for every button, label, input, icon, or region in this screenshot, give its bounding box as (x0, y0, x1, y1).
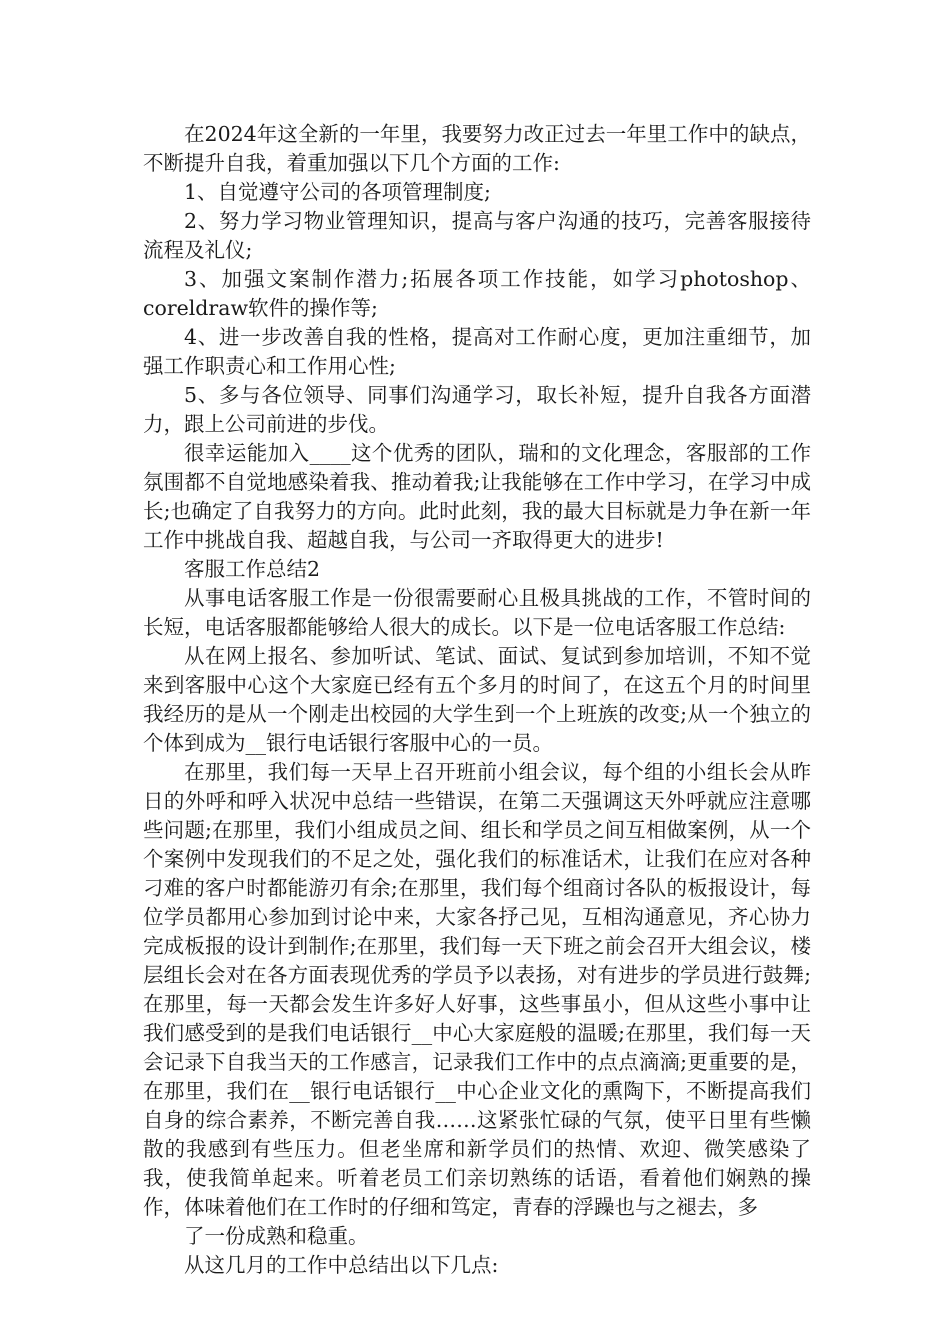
paragraph-item-4: 4、进一步改善自我的性格，提高对工作耐心度，更加注重细节，加强工作职责心和工作用心性; (143, 325, 811, 378)
paragraph-points-intro: 从这几月的工作中总结出以下几点: (184, 1253, 499, 1277)
paragraph-item-2: 2、努力学习物业管理知识，提高与客户沟通的技巧，完善客服接待流程及礼仪; (143, 209, 811, 262)
section-heading: 客服工作总结2 (184, 557, 321, 581)
paragraph-item-5: 5、多与各位领导、同事们沟通学习，取长补短，提升自我各方面潜力，跟上公司前进的步伐。 (143, 383, 811, 436)
paragraph-daily-work: 在那里，我们每一天早上召开班前小组会议，每个组的小组长会从昨日的外呼和呼入状况中总结一些错误，在第二天强调这天外呼就应注意哪些问题;在那里，我们小组成员之间、组长和学员之间互相做案例，从一个个案例中发现我们的不足之处，强化我们的标准话术，让我们在应对各种刁难的客户时都能游刃有余;在那里，我们每个组商讨各队的板报设计，每位学员都用心参加到讨论中来，大家各抒己见，互相沟通意见，齐心协力完成板报的设计到制作;在那里，我们每一天下班之前会召开大组会议，楼层组长会对在各方面表现优秀的学员予以表扬，对有进步的学员进行鼓舞;在那里，每一天都会发生许多好人好事，这些事虽小，但从这些小事中让我们感受到的是我们电话银行__中心大家庭般的温暖;在那里，我们每一天会记录下自我当天的工作感言，记录我们工作中的点点滴滴;更重要的是，在那里，我们在__银行电话银行__中心企业文化的熏陶下，不断提高我们自身的综合素养，不断完善自我……这紧张忙碌的气氛，使平日里有些懒散的我感到有些压力。但老坐席和新学员们的热情、欢迎、微笑感染了我，使我简单起来。听着老员工们亲切熟练的话语，看着他们娴熟的操作，体味着他们在工作时的仔细和笃定，青春的浮躁也与之褪去，多 (143, 760, 811, 1219)
paragraph-experience: 从在网上报名、参加听试、笔试、面试、复试到参加培训，不知不觉来到客服中心这个大家庭已经有五个多月的时间了，在这五个月的时间里我经历的是从一个刚走出校园的大学生到一个上班族的改变;从一个独立的个体到成为__银行电话银行客服中心的一员。 (143, 644, 811, 755)
paragraph-intro: 在2024年这全新的一年里，我要努力改正过去一年里工作中的缺点，不断提升自我，着重加强以下几个方面的工作: (143, 122, 811, 175)
document-page (143, 120, 811, 1280)
paragraph-closing: 很幸运能加入____这个优秀的团队，瑞和的文化理念，客服部的工作氛围都不自觉地感染着我、推动着我;让我能够在工作中学习，在学习中成长;也确定了自我努力的方向。此时此刻，我的最大目标就是力争在新一年工作中挑战自我、超越自我，与公司一齐取得更大的进步! (143, 441, 811, 552)
paragraph-item-3: 3、加强文案制作潜力;拓展各项工作技能，如学习photoshop、coreldraw软件的操作等; (143, 267, 811, 320)
paragraph-continuation: 了一份成熟和稳重。 (184, 1224, 369, 1248)
paragraph-item-1: 1、自觉遵守公司的各项管理制度; (184, 180, 491, 204)
paragraph-summary-intro: 从事电话客服工作是一份很需要耐心且极具挑战的工作，不管时间的长短，电话客服都能够给人很大的成长。以下是一位电话客服工作总结: (143, 586, 811, 639)
